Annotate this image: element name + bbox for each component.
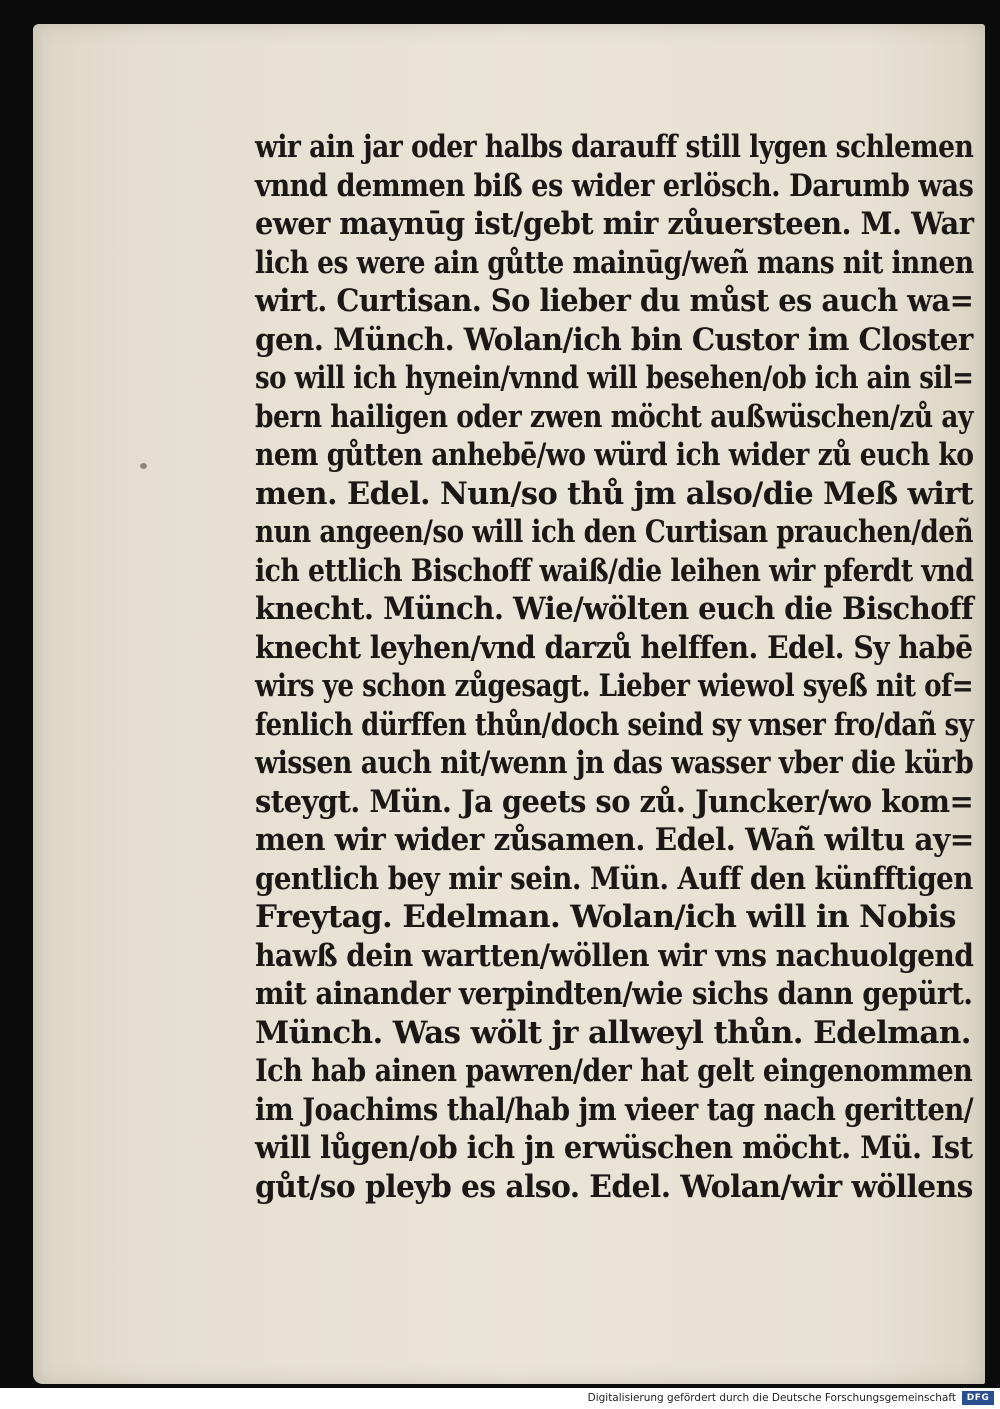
dfg-logo[interactable]: DFG bbox=[962, 1391, 994, 1405]
footer-bar bbox=[0, 1388, 1000, 1409]
text-line-20: gentlich bey mir sein. Mün. Auff den künfftigen bbox=[255, 860, 973, 897]
text-line-18: steygt. Mün. Ja geets so zů. Juncker/wo kom= bbox=[255, 783, 974, 820]
text-line-1: wir ain jar oder halbs darauff still lygen schlemen bbox=[255, 129, 974, 165]
text-line-26: im Joachims thal/hab jm vieer tag nach geritten/ bbox=[255, 1091, 974, 1128]
text-line-28: gůt/so pleyb es also. Edel. Wolan/wir wöllens bbox=[255, 1168, 973, 1205]
page-binding-edge bbox=[33, 24, 43, 1384]
text-line-12: ich ettlich Bischoff waiß/die leihen wir pferdt vnd bbox=[255, 552, 974, 589]
text-line-5: wirt. Curtisan. So lieber du můst es auch wa= bbox=[255, 283, 974, 319]
text-line-27: will lůgen/ob ich jn erwüschen möcht. Mü. Ist bbox=[255, 1130, 973, 1166]
text-line-15: wirs ye schon zůgesagt. Lieber wiewol syeß nit of= bbox=[255, 668, 974, 704]
text-line-21: Freytag. Edelman. Wolan/ich will in Nobis bbox=[255, 899, 956, 935]
text-line-9: nem gůtten anhebē/wo würd ich wider zů euch ko bbox=[255, 437, 974, 473]
text-line-22: hawß dein wartten/wöllen wir vns nachuolgend bbox=[255, 937, 974, 974]
text-line-2: vnnd demmen biß es wider erlösch. Darumb was bbox=[255, 167, 974, 204]
text-line-11: nun angeen/so will ich den Curtisan prauchen/deñ bbox=[255, 514, 974, 550]
funding-credit: Digitalisierung gefördert durch die Deutsche Forschungsgemeinschaft bbox=[587, 1392, 956, 1404]
text-line-3: ewer maynūg ist/gebt mir zůuersteen. M. War bbox=[255, 206, 974, 242]
paper-stain bbox=[140, 463, 147, 469]
text-line-17: wissen auch nit/wenn jn das wasser vber die kürb bbox=[255, 745, 974, 781]
text-line-14: knecht leyhen/vnd darzů helffen. Edel. Sy habē bbox=[255, 629, 973, 666]
text-line-25: Ich hab ainen pawren/der hat gelt eingenommen bbox=[255, 1053, 973, 1089]
text-block bbox=[255, 128, 975, 1206]
text-line-19: men wir wider zůsamen. Edel. Wañ wiltu ay= bbox=[255, 822, 974, 858]
text-line-7: so will ich hynein/vnnd will besehen/ob ich ain sil= bbox=[255, 360, 974, 396]
text-line-8: bern hailigen oder zwen möcht außwüschen/zů ay bbox=[255, 398, 973, 435]
text-line-6: gen. Münch. Wolan/ich bin Custor im Closter bbox=[255, 321, 973, 358]
text-line-24: Münch. Was wölt jr allweyl thůn. Edelman. bbox=[255, 1014, 971, 1051]
text-line-16: fenlich dürffen thůn/doch seind sy vnser fro/dañ sy bbox=[255, 706, 974, 743]
text-line-13: knecht. Münch. Wie/wölten euch die Bischoff bbox=[255, 591, 974, 627]
text-line-10: men. Edel. Nun/so thů jm also/die Meß wirt bbox=[255, 475, 974, 512]
text-line-23: mit ainander verpindten/wie sichs dann gepürt. bbox=[255, 976, 973, 1012]
text-line-4: lich es were ain gůtte mainūg/weñ mans nit innen bbox=[255, 244, 974, 281]
